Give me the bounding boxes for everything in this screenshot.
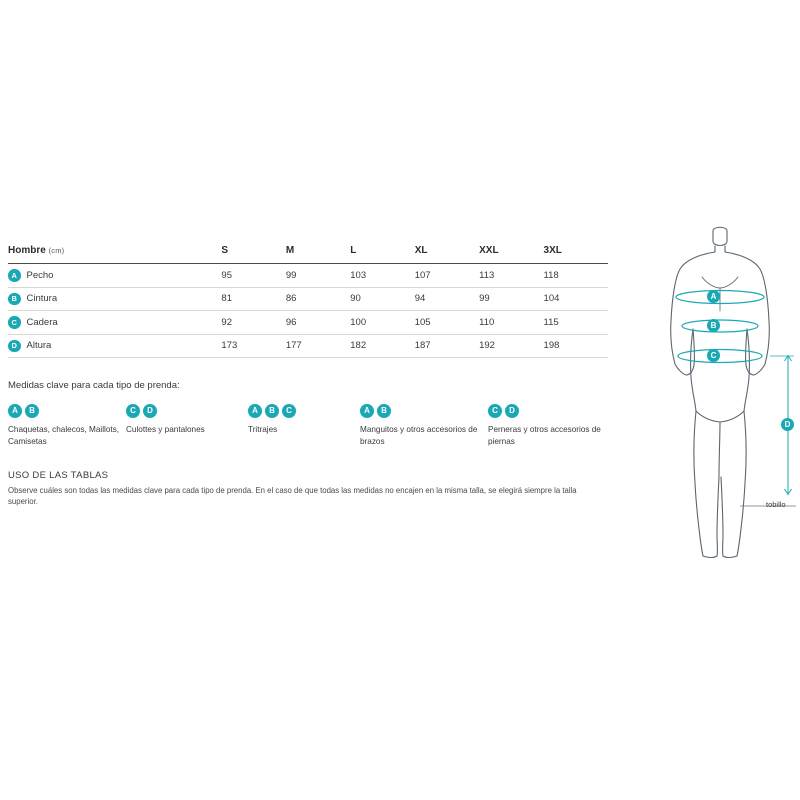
badge-d-icon: D [505,404,519,418]
column-header-xl: XL [414,245,428,256]
cell-pecho-l: 103 [350,269,367,281]
cell-altura-l: 182 [350,340,367,352]
cell-altura-3xl: 198 [543,340,560,352]
cell-cadera-s: 92 [221,316,232,328]
table-row [8,264,608,288]
key-badges [8,404,126,418]
cell-altura-xxl: 192 [479,340,495,352]
cell-cadera-l: 100 [350,316,367,328]
badge-a-icon: A [8,404,22,418]
key-badges [488,404,628,418]
table-unit: (cm) [48,246,65,255]
cell-altura-xl: 187 [414,340,431,352]
column-header-3xl: 3XL [543,245,562,256]
size-table [8,245,608,358]
column-header-l: L [350,245,357,256]
badge-c-icon: C [282,404,296,418]
cell-cadera-xl: 105 [414,316,431,328]
size-table-body [8,264,608,358]
figure-badge-d-icon: D [781,418,794,431]
key-measure-item-armwarmers [360,404,488,448]
cell-pecho-xxl: 113 [479,269,495,281]
key-measure-text: Tritrajes [248,425,278,434]
cell-cadera-3xl: 115 [543,316,559,328]
cell-cadera-m: 96 [285,316,297,328]
table-header-row [8,245,608,264]
table-row [8,287,608,311]
key-measure-item-shorts [126,404,248,448]
row-label-cell [8,287,221,311]
badge-a-icon: A [8,269,21,282]
badge-a-icon: A [360,404,374,418]
cell-cintura-3xl: 104 [543,293,560,305]
cell-cadera-xxl: 110 [479,316,495,328]
table-row [8,334,608,358]
column-header-m: M [285,245,295,256]
body-figure-svg [650,225,800,565]
usage-section [8,470,608,508]
cell-cintura-s: 81 [221,293,232,305]
cell-pecho-xl: 107 [414,269,431,281]
row-label-altura: Altura [26,340,52,352]
usage-title: USO DE LAS TABLAS [8,469,109,481]
cell-altura-m: 177 [285,340,302,352]
badge-c-icon: C [8,316,21,329]
key-measure-text: Manguitos y otros accesorios de brazos [360,425,478,446]
figure-badge-a-icon: A [707,290,720,303]
cell-cintura-l: 90 [350,293,361,305]
key-badges [360,404,488,418]
badge-d-icon: D [8,340,21,353]
cell-cintura-xxl: 99 [479,293,490,305]
figure-badge-c-icon: C [707,349,720,362]
row-label-cintura: Cintura [26,293,58,305]
badge-a-icon: A [248,404,262,418]
cell-pecho-m: 99 [285,269,297,281]
key-badges [126,404,248,418]
key-measure-item-legwarmers [488,404,628,448]
key-measure-item-trisuits [248,404,360,448]
key-measure-text: Chaquetas, chalecos, Maillots, Camisetas [8,425,120,446]
key-measure-text: Culottes y pantalones [126,425,205,434]
column-header-xxl: XXL [479,245,499,256]
row-label-cell [8,311,221,335]
badge-c-icon: C [126,404,140,418]
column-header-s: S [221,245,229,256]
table-row [8,311,608,335]
key-measure-item-jackets [8,404,126,448]
cell-cintura-xl: 94 [414,293,426,305]
row-label-cadera: Cadera [26,316,58,328]
size-table-header [8,245,608,264]
cell-cintura-m: 86 [285,293,297,305]
key-measures-title: Medidas clave para cada tipo de prenda: [8,380,180,391]
badge-b-icon: B [8,293,21,306]
cell-altura-s: 173 [221,340,238,352]
row-label-cell [8,334,221,358]
key-measures-row [8,404,648,448]
row-label-pecho: Pecho [26,269,54,281]
key-measure-text: Perneras y otros accesorios de piernas [488,425,601,446]
badge-d-icon: D [143,404,157,418]
cell-pecho-3xl: 118 [543,269,559,281]
badge-b-icon: B [377,404,391,418]
badge-b-icon: B [25,404,39,418]
ankle-label: tobillo [766,500,786,509]
badge-b-icon: B [265,404,279,418]
cell-pecho-s: 95 [221,269,232,281]
key-badges [248,404,360,418]
row-label-cell [8,264,221,288]
table-title: Hombre [8,245,46,256]
body-figure [650,225,800,565]
table-title-cell [8,245,221,264]
badge-c-icon: C [488,404,502,418]
figure-badge-b-icon: B [707,319,720,332]
usage-text: Observe cuáles son todas las medidas clave para cada tipo de prenda. En el caso de que todas las medidas no encajen en la misma talla, se elegirá siempre la talla superior. [8,485,577,507]
